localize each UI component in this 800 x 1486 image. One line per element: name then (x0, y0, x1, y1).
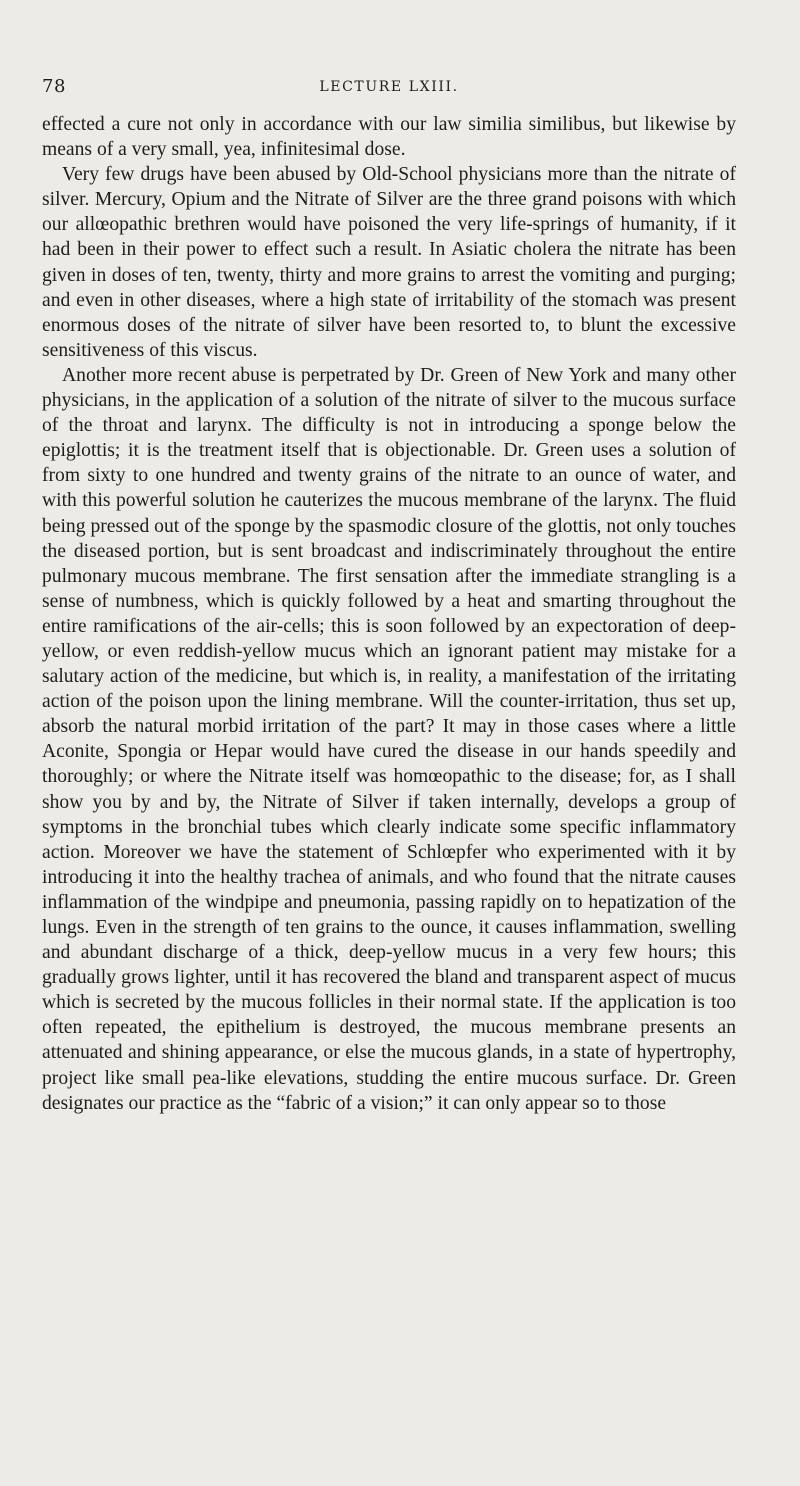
page-number: 78 (42, 76, 66, 97)
running-head: LECTURE LXIII. (319, 79, 459, 95)
paragraph-continuation: effected a cure not only in accordance with our law similia similibus, but likewise by means of a very small, yea, infinitesimal dose. (42, 114, 736, 161)
page-header (42, 0, 736, 112)
paragraph-dr-green: Another more recent abuse is perpetrated by Dr. Green of New York and many other physicians, in the application of a solution of the nitrate of silver to the mucous surface of the throat and larynx. The difficulty is not in introducing a sponge below the epiglottis; it is the treatment itself that is objectionable. Dr. Green uses a solution of from sixty to one hundred and twenty grains of the nitrate to an ounce of water, and with this powerful solution he cauterizes the mucous membrane of the larynx. The fluid being pressed out of the sponge by the spasmodic closure of the glottis, not only touches the diseased portion, but is sent broadcast and indiscriminately throughout the entire pulmonary mucous membrane. The first sensation after the immediate strangling is a sense of numbness, which is quickly followed by a heat and smarting throughout the entire ramifications of the air-cells; this is soon followed by an expectoration of deep-yellow, or even reddish-yellow mucus which an ignorant patient may mistake for a salutary action of the medicine, but which is, in reality, a manifestation of the irritating action of the poison upon the lining membrane. Will the counter-irritation, thus set up, absorb the natural morbid irritation of the part? It may in those cases where a little Aconite, Spongia or Hepar would have cured the disease in our hands speedily and thoroughly; or where the Nitrate itself was homœopathic to the disease; for, as I shall show you by and by, the Nitrate of Silver if taken internally, develops a group of symptoms in the bronchial tubes which clearly indicate some specific inflammatory action. Moreover we have the statement of Schlœpfer who experimented with it by introducing it into the healthy trachea of animals, and who found that the nitrate causes inflammation of the windpipe and pneumonia, passing rapidly on to hepatization of the lungs. Even in the strength of ten grains to the ounce, it causes inflammation, swelling and abundant discharge of a thick, deep-yellow mucus in a very few hours; this gradually grows lighter, until it has recovered the bland and transparent aspect of mucus which is secreted by the mucous follicles in their normal state. If the application is too often repeated, the epithelium is destroyed, the mucous membrane presents an attenuated and shining appearance, or else the mucous glands, in a state of hypertrophy, project like small pea-like elevations, studding the entire mucous surface. Dr. Green designates our practice as the “fabric of a vision;” it can only appear so to those (42, 364, 736, 1114)
paragraph-nitrate-abuse: Very few drugs have been abused by Old-School physicians more than the nitrate of silver. Mercury, Opium and the Nitrate of Silver are the three grand poisons with which our allœopathic brethren would have poisoned the very life-springs of humanity, if it had been in their power to effect such a result. In Asiatic cholera the nitrate has been given in doses of ten, twenty, thirty and more grains to arrest the vomiting and purging; and even in other diseases, where a high state of irritability of the stomach was present enormous doses of the nitrate of silver have been resorted to, to blunt the excessive sensitiveness of this viscus. (42, 164, 736, 361)
body-text (42, 112, 736, 1116)
